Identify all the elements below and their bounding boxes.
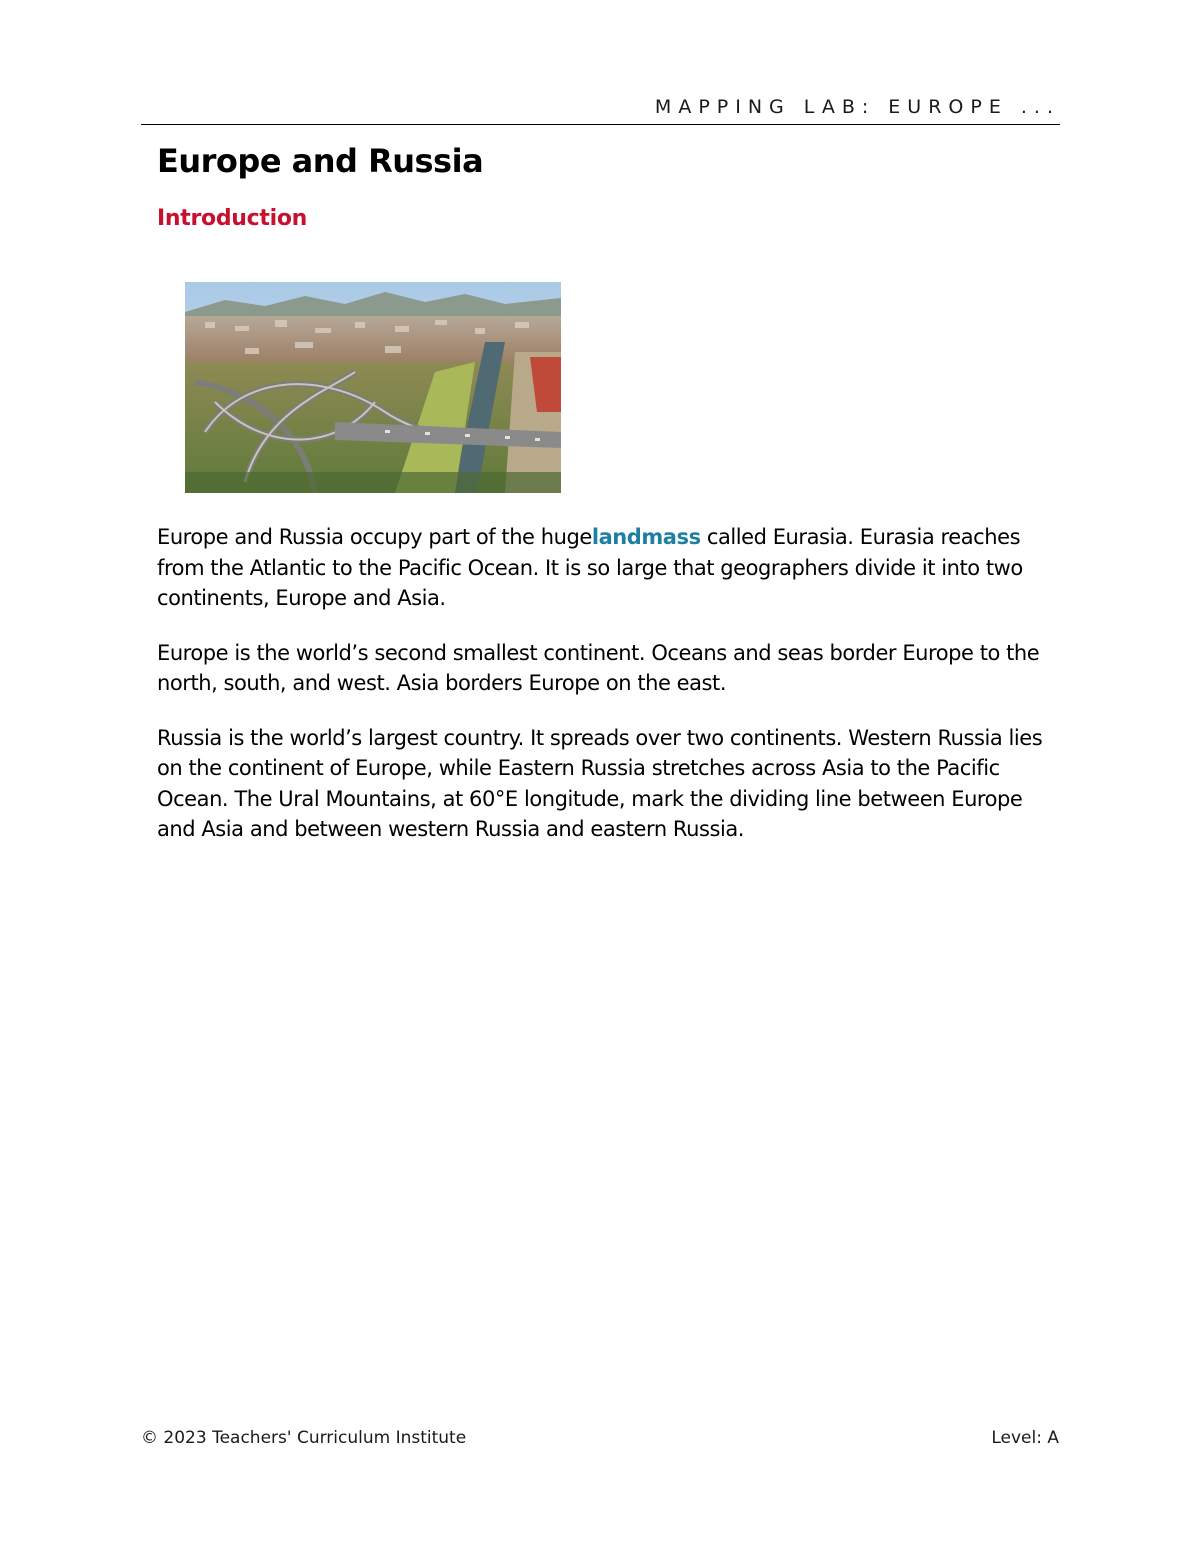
page-title: Europe and Russia [157, 142, 484, 180]
paragraph-eurasia-lead: Europe and Russia occupy part of the huge [157, 525, 592, 549]
aerial-city-photo [185, 282, 561, 493]
footer-level: Level: A [991, 1428, 1059, 1448]
paragraph-eurasia [157, 522, 1057, 614]
paragraph-eurasia-rest: called Eurasia. Eurasia reaches from the Atlantic to the Pacific Ocean. It is so large that geographers divide it into two continents, Europe and Asia. [157, 525, 1023, 610]
paragraph-europe: Europe is the world’s second smallest continent. Oceans and seas border Europe to the north, south, and west. Asia borders Europe on the east. [157, 640, 1040, 695]
paragraph-russia: Russia is the world’s largest country. It spreads over two continents. Western Russia lies on the continent of Europe, while Eastern Russia stretches across Asia to the Pacific Ocean. The Ural Mountains, at 60°E longitude, mark the dividing line between Europe and Asia and between western Russia and eastern Russia. [157, 725, 1043, 841]
running-header-title: MAPPING LAB: EUROPE ... [654, 96, 1060, 118]
footer-copyright: © 2023 Teachers' Curriculum Institute [141, 1428, 467, 1448]
section-heading-introduction: Introduction [157, 206, 308, 231]
header-divider [141, 124, 1060, 125]
glossary-term-landmass[interactable]: landmass [591, 525, 701, 549]
introduction-body [157, 522, 1057, 869]
